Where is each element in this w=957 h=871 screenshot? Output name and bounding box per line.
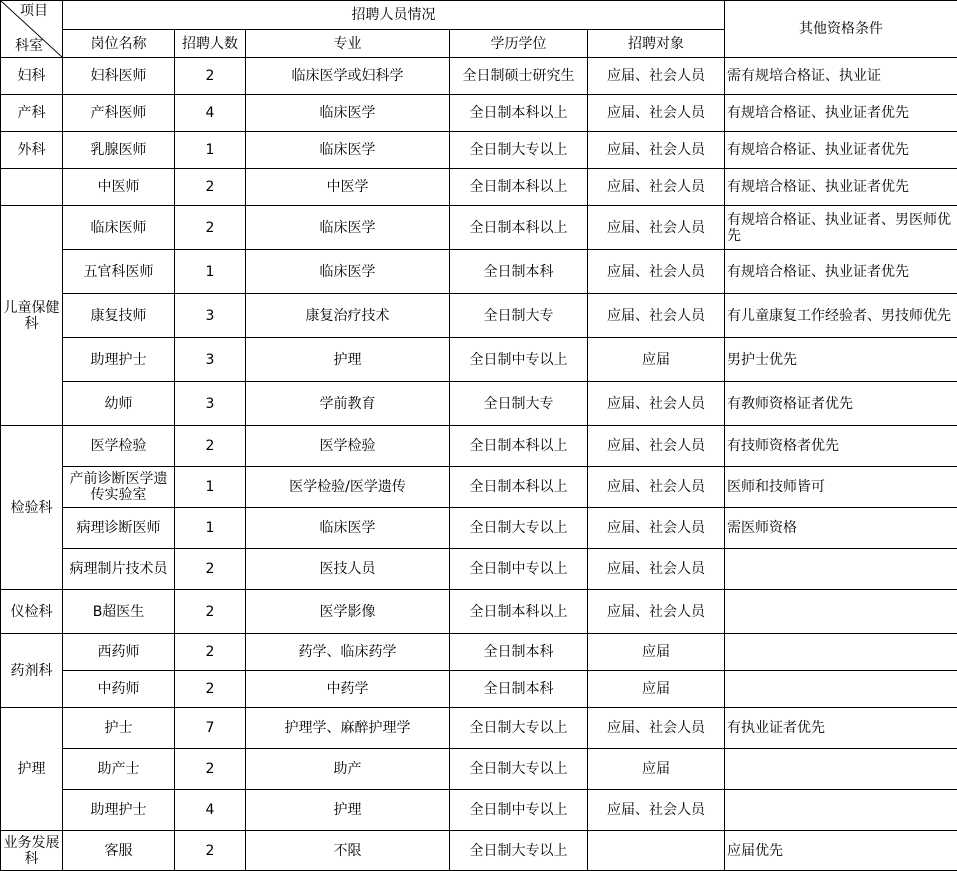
position-cell: 中药师	[63, 671, 175, 708]
table-row	[1, 790, 957, 831]
other-cell: 有规培合格证、执业证者优先	[725, 250, 957, 294]
other-cell: 有规培合格证、执业证者、男医师优先	[725, 206, 957, 250]
department-cell: 药剂科	[1, 634, 63, 708]
position-cell: 病理制片技术员	[63, 549, 175, 590]
table-row	[1, 250, 957, 294]
corner-label-item: 项目	[20, 3, 48, 19]
table-row	[1, 549, 957, 590]
other-cell: 应届优先	[725, 831, 957, 871]
table-row	[1, 590, 957, 634]
target-cell: 应届、社会人员	[588, 426, 725, 467]
major-cell: 助产	[246, 749, 450, 790]
other-cell: 有儿童康复工作经验者、男技师优先	[725, 294, 957, 338]
major-cell: 临床医学	[246, 508, 450, 549]
target-cell: 应届	[588, 634, 725, 671]
position-cell: 西药师	[63, 634, 175, 671]
position-cell: 幼师	[63, 382, 175, 426]
degree-cell: 全日制中专以上	[450, 338, 588, 382]
major-cell: 康复治疗技术	[246, 294, 450, 338]
position-cell: 五官科医师	[63, 250, 175, 294]
other-cell: 有规培合格证、执业证者优先	[725, 95, 957, 132]
table-row	[1, 132, 957, 169]
major-cell: 中药学	[246, 671, 450, 708]
count-cell: 2	[175, 590, 246, 634]
position-cell: 客服	[63, 831, 175, 871]
target-cell: 应届	[588, 749, 725, 790]
department-cell: 儿童保健科	[1, 206, 63, 426]
table-row	[1, 749, 957, 790]
table-row	[1, 508, 957, 549]
degree-cell: 全日制本科以上	[450, 467, 588, 508]
count-cell: 2	[175, 426, 246, 467]
table-row	[1, 467, 957, 508]
position-cell: 临床医师	[63, 206, 175, 250]
count-cell: 1	[175, 467, 246, 508]
department-cell	[1, 169, 63, 206]
group-header: 招聘人员情况	[63, 1, 725, 30]
degree-cell: 全日制大专以上	[450, 749, 588, 790]
target-cell: 应届、社会人员	[588, 590, 725, 634]
major-cell: 药学、临床药学	[246, 634, 450, 671]
count-cell: 1	[175, 250, 246, 294]
target-cell: 应届、社会人员	[588, 508, 725, 549]
count-cell: 1	[175, 508, 246, 549]
position-cell: 病理诊断医师	[63, 508, 175, 549]
degree-cell: 全日制本科	[450, 671, 588, 708]
degree-cell: 全日制中专以上	[450, 549, 588, 590]
major-cell: 临床医学或妇科学	[246, 58, 450, 95]
table-row	[1, 169, 957, 206]
other-cell: 有规培合格证、执业证者优先	[725, 132, 957, 169]
count-cell: 2	[175, 58, 246, 95]
target-cell: 应届、社会人员	[588, 95, 725, 132]
table-row	[1, 95, 957, 132]
position-cell: 产科医师	[63, 95, 175, 132]
target-cell: 应届、社会人员	[588, 294, 725, 338]
table-row	[1, 634, 957, 671]
other-conditions-header: 其他资格条件	[725, 1, 957, 58]
major-cell: 学前教育	[246, 382, 450, 426]
table-row	[1, 708, 957, 749]
other-cell	[725, 749, 957, 790]
corner-header-cell	[1, 1, 63, 58]
count-cell: 2	[175, 634, 246, 671]
department-cell: 仪检科	[1, 590, 63, 634]
table-row	[1, 338, 957, 382]
table-row	[1, 831, 957, 871]
count-cell: 4	[175, 790, 246, 831]
position-cell: 助产士	[63, 749, 175, 790]
degree-cell: 全日制本科以上	[450, 590, 588, 634]
target-cell: 应届、社会人员	[588, 382, 725, 426]
other-cell: 需医师资格	[725, 508, 957, 549]
corner-label-department: 科室	[15, 38, 43, 54]
degree-cell: 全日制硕士研究生	[450, 58, 588, 95]
degree-cell: 全日制大专以上	[450, 132, 588, 169]
count-cell: 2	[175, 671, 246, 708]
count-cell: 2	[175, 831, 246, 871]
table-row	[1, 206, 957, 250]
department-cell: 检验科	[1, 426, 63, 590]
position-cell: 医学检验	[63, 426, 175, 467]
target-cell: 应届、社会人员	[588, 58, 725, 95]
count-cell: 2	[175, 206, 246, 250]
target-cell	[588, 831, 725, 871]
table-row	[1, 294, 957, 338]
degree-cell: 全日制本科以上	[450, 95, 588, 132]
position-cell: 康复技师	[63, 294, 175, 338]
count-cell: 3	[175, 382, 246, 426]
major-cell: 医学检验	[246, 426, 450, 467]
other-cell: 男护士优先	[725, 338, 957, 382]
other-cell	[725, 634, 957, 671]
target-cell: 应届、社会人员	[588, 708, 725, 749]
table-row	[1, 382, 957, 426]
major-cell: 临床医学	[246, 250, 450, 294]
other-cell: 有规培合格证、执业证者优先	[725, 169, 957, 206]
column-header-major: 专业	[246, 30, 450, 58]
position-cell: 乳腺医师	[63, 132, 175, 169]
major-cell: 医学影像	[246, 590, 450, 634]
degree-cell: 全日制中专以上	[450, 790, 588, 831]
count-cell: 3	[175, 294, 246, 338]
major-cell: 中医学	[246, 169, 450, 206]
target-cell: 应届、社会人员	[588, 250, 725, 294]
count-cell: 3	[175, 338, 246, 382]
column-header-position: 岗位名称	[63, 30, 175, 58]
other-cell: 有执业证者优先	[725, 708, 957, 749]
major-cell: 临床医学	[246, 206, 450, 250]
major-cell: 不限	[246, 831, 450, 871]
column-header-count: 招聘人数	[175, 30, 246, 58]
degree-cell: 全日制大专	[450, 382, 588, 426]
table-row	[1, 58, 957, 95]
department-cell: 产科	[1, 95, 63, 132]
position-cell: B超医生	[63, 590, 175, 634]
target-cell: 应届	[588, 338, 725, 382]
column-header-target: 招聘对象	[588, 30, 725, 58]
major-cell: 临床医学	[246, 95, 450, 132]
target-cell: 应届、社会人员	[588, 790, 725, 831]
position-cell: 中医师	[63, 169, 175, 206]
other-cell	[725, 549, 957, 590]
degree-cell: 全日制本科以上	[450, 206, 588, 250]
major-cell: 护理	[246, 790, 450, 831]
degree-cell: 全日制本科以上	[450, 426, 588, 467]
major-cell: 临床医学	[246, 132, 450, 169]
count-cell: 4	[175, 95, 246, 132]
target-cell: 应届、社会人员	[588, 467, 725, 508]
major-cell: 护理学、麻醉护理学	[246, 708, 450, 749]
degree-cell: 全日制大专以上	[450, 831, 588, 871]
degree-cell: 全日制本科	[450, 250, 588, 294]
column-header-degree: 学历学位	[450, 30, 588, 58]
major-cell: 医学检验/医学遗传	[246, 467, 450, 508]
degree-cell: 全日制大专以上	[450, 708, 588, 749]
count-cell: 2	[175, 169, 246, 206]
target-cell: 应届、社会人员	[588, 549, 725, 590]
department-cell: 护理	[1, 708, 63, 831]
department-cell: 业务发展科	[1, 831, 63, 871]
other-cell: 有技师资格者优先	[725, 426, 957, 467]
target-cell: 应届、社会人员	[588, 132, 725, 169]
major-cell: 护理	[246, 338, 450, 382]
position-cell: 助理护士	[63, 338, 175, 382]
position-cell: 产前诊断医学遗传实验室	[63, 467, 175, 508]
other-cell: 需有规培合格证、执业证	[725, 58, 957, 95]
other-cell	[725, 671, 957, 708]
department-cell: 妇科	[1, 58, 63, 95]
degree-cell: 全日制本科	[450, 634, 588, 671]
position-cell: 助理护士	[63, 790, 175, 831]
other-cell	[725, 790, 957, 831]
degree-cell: 全日制大专以上	[450, 508, 588, 549]
table-row	[1, 671, 957, 708]
major-cell: 医技人员	[246, 549, 450, 590]
count-cell: 2	[175, 749, 246, 790]
position-cell: 护士	[63, 708, 175, 749]
other-cell: 医师和技师皆可	[725, 467, 957, 508]
target-cell: 应届	[588, 671, 725, 708]
target-cell: 应届、社会人员	[588, 169, 725, 206]
count-cell: 7	[175, 708, 246, 749]
degree-cell: 全日制大专	[450, 294, 588, 338]
table-row	[1, 426, 957, 467]
department-cell: 外科	[1, 132, 63, 169]
target-cell: 应届、社会人员	[588, 206, 725, 250]
other-cell	[725, 590, 957, 634]
degree-cell: 全日制本科以上	[450, 169, 588, 206]
other-cell: 有教师资格证者优先	[725, 382, 957, 426]
count-cell: 2	[175, 549, 246, 590]
position-cell: 妇科医师	[63, 58, 175, 95]
count-cell: 1	[175, 132, 246, 169]
